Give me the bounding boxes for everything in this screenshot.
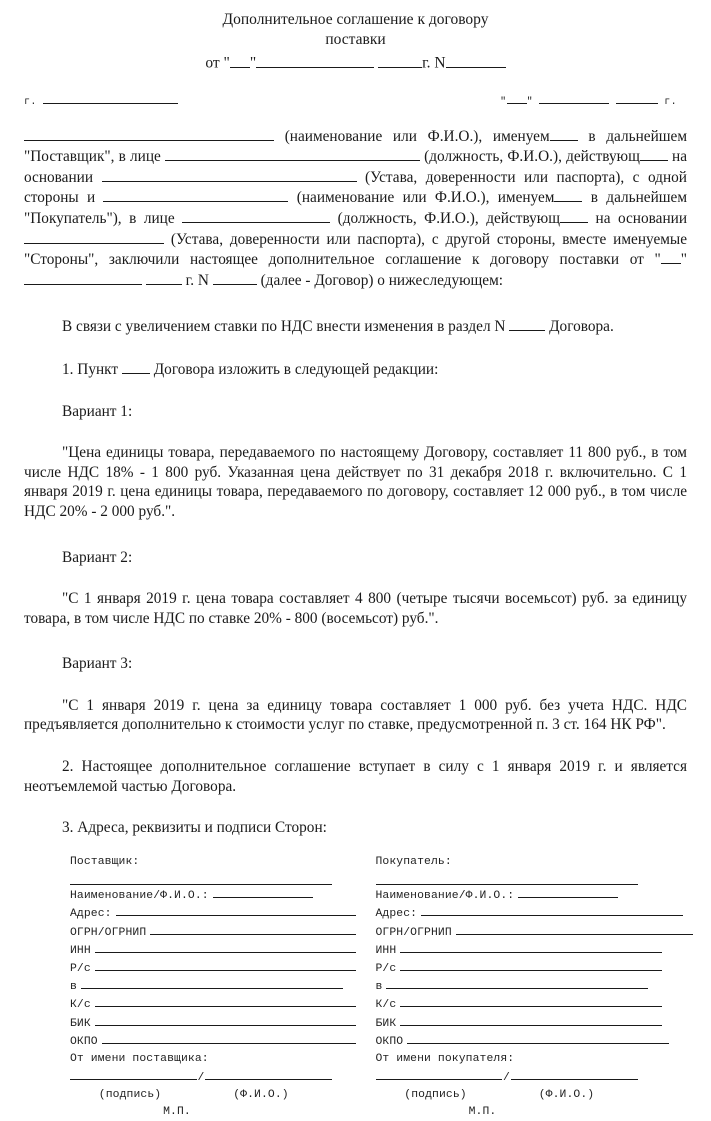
spacer [18, 290, 693, 316]
buyer-value-ogrn[interactable] [456, 923, 693, 935]
city-blank[interactable] [43, 94, 178, 104]
spacer [18, 337, 693, 359]
supplier-row-inn [70, 941, 356, 959]
preamble-seg-13: (далее - Договор) о нижеследующем: [260, 271, 504, 289]
buyer-row-okpo [376, 1032, 694, 1050]
supplier-value-bank[interactable] [81, 977, 343, 989]
buyer-value-okpo[interactable] [407, 1032, 669, 1044]
supplier-row-rs [70, 959, 356, 977]
supplier-caption-fio: (Ф.И.О.) [233, 1089, 289, 1101]
preamble-seg-4: на основании [24, 148, 688, 186]
buyer-row-bik [376, 1014, 694, 1032]
buyer-caption-signature: (подпись) [404, 1089, 467, 1101]
signing-date-quote-open: " [500, 96, 507, 108]
clause-item-1-point-blank[interactable] [122, 359, 150, 374]
supplier-row-name [70, 886, 356, 904]
preamble-seg-8: (должность, Ф.И.О.), действующ [337, 210, 561, 228]
clause-item-1-text-a: 1. Пункт [62, 360, 119, 378]
supplier-denomination-blank[interactable] [550, 126, 578, 141]
buyer-label-bik: БИК [375, 1017, 397, 1030]
buyer-signed-by-label: От имени покупателя: [375, 1053, 515, 1066]
variant-2-text: "С 1 января 2019 г. цена товара составляет 4 800 (четыре тысячи восемьсот) руб. за единицу товара, в том числе НДС по ставке 20% - 800 (восемьсот) руб.". [24, 590, 687, 627]
buyer-basis-blank[interactable] [24, 229, 164, 244]
supplier-value-address[interactable] [116, 904, 356, 916]
supplier-row-ks [70, 996, 356, 1014]
supplier-signature-blank[interactable] [70, 1068, 197, 1080]
supplier-label-inn: ИНН [70, 944, 91, 957]
supplier-value-ogrn[interactable] [150, 923, 355, 935]
supplier-signature-slash: / [197, 1071, 205, 1084]
city-field [24, 94, 178, 108]
supplier-heading: Поставщик: [70, 855, 140, 868]
supplier-caption-signature: (подпись) [98, 1089, 162, 1101]
supplier-signature-rule [70, 1068, 332, 1086]
supplier-name-blank[interactable] [24, 126, 274, 141]
supplier-basis-blank[interactable] [102, 167, 357, 182]
requisites-section [18, 854, 693, 1121]
buyer-value-bank[interactable] [386, 977, 648, 989]
document-title-block [18, 10, 693, 74]
buyer-name-blank[interactable] [103, 187, 288, 202]
buyer-label-okpo: ОКПО [375, 1035, 404, 1048]
supplier-signed-by-label: От имени поставщика: [70, 1053, 209, 1066]
variant-3-text: "С 1 января 2019 г. цена за единицу товара составляет 1 000 руб. без учета НДС. НДС предъявляется дополнительно к стоимости услуг по ставке, предусмотренной п. 3 ст. 164 НК РФ". [24, 696, 687, 734]
preamble-seg-3: (должность, Ф.И.О.), действующ [424, 148, 640, 166]
buyer-row-address [376, 904, 694, 922]
supplier-label-bank: в [70, 981, 77, 994]
preamble-seg-5: (Устава, доверенности или паспорта), с одной стороны и [24, 168, 687, 207]
supplier-representative-blank[interactable] [165, 146, 420, 161]
preamble-seg-9: на основании [595, 210, 688, 228]
clause-item-1 [18, 359, 693, 380]
date-day-blank[interactable] [230, 52, 250, 68]
buyer-row-name [376, 886, 694, 904]
document-number-blank[interactable] [446, 52, 506, 68]
document-date-line [18, 52, 693, 74]
supplier-row-okpo [70, 1032, 356, 1050]
spacer [18, 735, 693, 757]
supplier-label-ogrn: ОГРН/ОГРНИП [70, 926, 147, 939]
buyer-label-ogrn: ОГРН/ОГРНИП [375, 926, 452, 939]
spacer [18, 380, 693, 402]
buyer-row-rs [376, 959, 694, 977]
buyer-heading: Покупатель: [375, 855, 452, 868]
supplier-row-ogrn [70, 923, 356, 941]
supplier-value-okpo[interactable] [102, 1032, 356, 1044]
clause-item-1-text-b: Договора изложить в следующей редакции: [153, 360, 439, 378]
clause-item-2: 2. Настоящее дополнительное соглашение вступает в силу с 1 января 2019 г. и является неотъемлемой частью Договора. [24, 758, 687, 795]
supplier-signature-captions [70, 1087, 332, 1103]
contract-day-blank[interactable] [661, 249, 681, 264]
buyer-value-rs[interactable] [400, 959, 662, 971]
date-quote-close: " [249, 54, 257, 72]
preamble-seg-12: г. N [185, 271, 209, 289]
buyer-requisites-column [356, 854, 694, 1121]
buyer-row-ogrn [376, 923, 694, 941]
preamble-seg-1: (наименование или Ф.И.О.), именуем [284, 127, 550, 145]
variant-1-label: Вариант 1: [62, 402, 133, 420]
buyer-row-ks [376, 996, 694, 1014]
supplier-label-bik: БИК [70, 1017, 91, 1030]
spacer [18, 796, 693, 818]
buyer-value-ks[interactable] [400, 996, 662, 1008]
preamble-seg-10: (Устава, доверенности или паспорта), с другой стороны, вместе именуемые "Стороны", заключили настоящее дополнительное соглашение к договору поставки от " [24, 230, 687, 269]
supplier-label-okpo: ОКПО [70, 1035, 98, 1048]
supplier-value-ks[interactable] [95, 996, 356, 1008]
buyer-label-name: Наименование/Ф.И.О.: [375, 890, 515, 903]
contract-number-blank[interactable] [213, 270, 257, 285]
supplier-label-name: Наименование/Ф.И.О.: [70, 890, 209, 903]
preamble-seg-7: в дальнейшем "Покупатель"), в лице [24, 189, 688, 228]
buyer-label-bank: в [375, 981, 383, 994]
spacer [18, 674, 693, 696]
buyer-label-address: Адрес: [375, 908, 418, 921]
supplier-stamp-mark: М.П. [163, 1106, 191, 1119]
date-year-suffix: г. N [422, 54, 446, 72]
supplier-requisites-column [18, 854, 356, 1121]
clause-intro-text-a: В связи с увеличением ставки по НДС внести изменения в раздел N [62, 318, 506, 336]
contract-year-blank[interactable] [146, 270, 182, 285]
buyer-row-bank [376, 977, 694, 995]
supplier-value-bik[interactable] [95, 1014, 356, 1026]
buyer-row-inn [376, 941, 694, 959]
buyer-value-bik[interactable] [400, 1014, 662, 1026]
buyer-signature-rule [376, 1068, 638, 1086]
signing-date-day-blank[interactable] [507, 94, 527, 104]
supplier-label-address: Адрес: [70, 908, 112, 921]
buyer-representative-blank[interactable] [182, 208, 330, 223]
clause-intro-text-b: Договора. [549, 318, 614, 336]
preamble-seg-2: в дальнейшем "Поставщик", в лице [24, 127, 688, 166]
supplier-value-inn[interactable] [95, 941, 356, 953]
variant-2-label: Вариант 2: [62, 548, 133, 566]
variant-1-text: "Цена единицы товара, передаваемого по настоящему Договору, составляет 11 800 руб., в том числе НДС 18% - 1 800 руб. Указанная цена действует по 31 декабря 2018 г. включительно. С 1 января 2019 г. цена единицы товара, передаваемого по договору, составляет 12 000 руб., в том числе НДС 20% - 2 000 руб.". [24, 444, 687, 520]
buyer-signature-blank[interactable] [376, 1068, 503, 1080]
signing-date-month-blank[interactable] [539, 94, 609, 104]
variant-3-label: Вариант 3: [62, 655, 133, 673]
buyer-denomination-blank[interactable] [554, 187, 582, 202]
date-year-blank[interactable] [378, 52, 422, 68]
signing-date-quote-close: " [526, 96, 533, 108]
contract-month-blank[interactable] [24, 270, 142, 285]
spacer [18, 522, 693, 548]
supplier-acting-blank[interactable] [640, 146, 668, 161]
signing-date-year-blank[interactable] [616, 94, 658, 104]
supplier-top-rule [70, 884, 332, 885]
buyer-label-rs: Р/с [375, 963, 397, 976]
date-prefix: от " [205, 54, 230, 72]
supplier-value-name[interactable] [213, 886, 313, 898]
buyer-value-inn[interactable] [400, 941, 662, 953]
buyer-top-rule [376, 884, 638, 885]
supplier-label-rs: Р/с [70, 963, 91, 976]
buyer-label-inn: ИНН [375, 944, 397, 957]
supplier-label-ks: К/с [70, 999, 91, 1012]
buyer-signature-captions [376, 1087, 638, 1103]
buyer-fio-blank[interactable] [511, 1068, 638, 1080]
buyer-value-name[interactable] [518, 886, 618, 898]
clause-intro [18, 316, 693, 337]
date-month-blank[interactable] [256, 52, 374, 68]
document-title-line-2: поставки [325, 31, 386, 48]
buyer-label-ks: К/с [375, 999, 397, 1012]
buyer-acting-blank[interactable] [560, 208, 588, 223]
supplier-row-bik [70, 1014, 356, 1032]
preamble-seg-6: (наименование или Ф.И.О.), именуем [296, 189, 555, 207]
document-title-line-1: Дополнительное соглашение к договору [222, 11, 489, 28]
clause-intro-section-blank[interactable] [509, 316, 545, 331]
clause-item-3: 3. Адреса, реквизиты и подписи Сторон: [62, 819, 327, 837]
supplier-fio-blank[interactable] [205, 1068, 332, 1080]
city-label: г. [24, 96, 37, 108]
signing-date-year-suffix: г. [664, 96, 677, 108]
preamble-paragraph [18, 126, 693, 291]
preamble-seg-11: " [680, 251, 687, 269]
buyer-caption-fio: (Ф.И.О.) [538, 1089, 595, 1101]
buyer-stamp-mark: М.П. [468, 1106, 497, 1119]
signing-date-field [500, 94, 677, 108]
buyer-value-address[interactable] [421, 904, 683, 916]
spacer [18, 567, 693, 589]
buyer-signature-slash: / [503, 1071, 510, 1084]
spacer [18, 421, 693, 443]
supplier-value-rs[interactable] [95, 959, 356, 971]
city-and-date-row [18, 94, 693, 108]
supplier-row-address [70, 904, 356, 922]
spacer [18, 628, 693, 654]
supplier-row-bank [70, 977, 356, 995]
